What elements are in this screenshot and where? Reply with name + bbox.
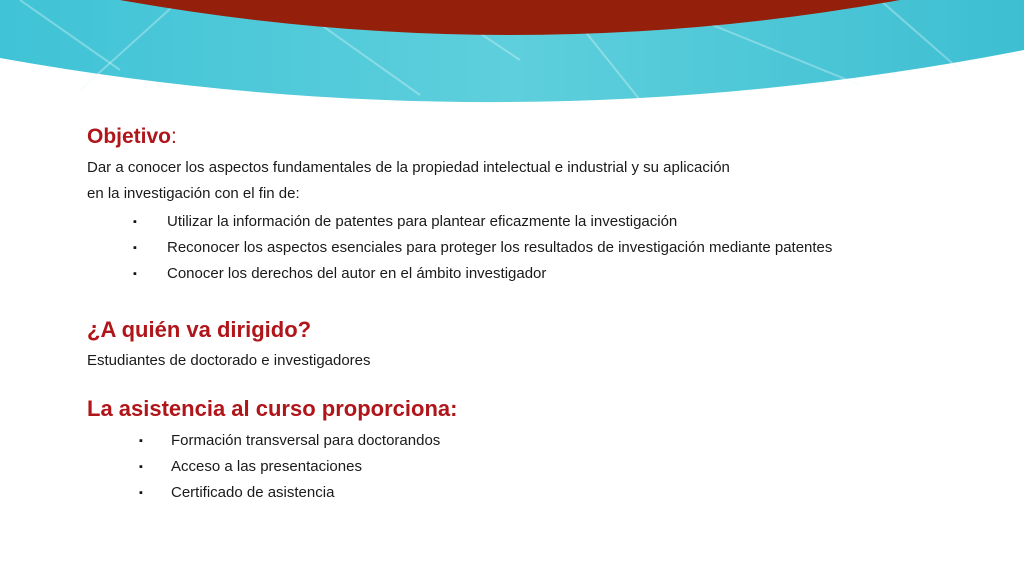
audience-heading: ¿A quién va dirigido? xyxy=(87,317,312,343)
list-item: ▪ Formación transversal para doctorandos xyxy=(87,428,987,454)
audience-text: Estudiantes de doctorado e investigadores xyxy=(87,351,371,369)
list-item: ▪ Conocer los derechos del autor en el ámbito investigador xyxy=(87,261,987,287)
objetivo-list xyxy=(87,209,987,287)
benefits-list xyxy=(87,428,987,506)
list-item: ▪ Certificado de asistencia xyxy=(87,480,987,506)
bullet-icon: ▪ xyxy=(139,460,143,473)
header-banner xyxy=(0,0,1024,120)
list-item: ▪ Reconocer los aspectos esenciales para proteger los resultados de investigación mediante patentes xyxy=(87,235,987,261)
bullet-icon: ▪ xyxy=(133,268,137,281)
list-item: ▪ Acceso a las presentaciones xyxy=(87,454,987,480)
objetivo-text-line2: en la investigación con el fin de: xyxy=(87,185,300,203)
bullet-icon: ▪ xyxy=(139,434,143,447)
benefits-heading: La asistencia al curso proporciona: xyxy=(87,395,458,421)
slide-content xyxy=(87,124,987,506)
list-item: ▪ Utilizar la información de patentes para plantear eficazmente la investigación xyxy=(87,209,987,235)
objetivo-heading: Objetivo: xyxy=(87,125,177,148)
objetivo-text-line1: Dar a conocer los aspectos fundamentales de la propiedad intelectual e industrial y su aplicación xyxy=(87,159,730,177)
bullet-icon: ▪ xyxy=(139,486,143,499)
bullet-icon: ▪ xyxy=(133,216,137,229)
bullet-icon: ▪ xyxy=(133,242,137,255)
